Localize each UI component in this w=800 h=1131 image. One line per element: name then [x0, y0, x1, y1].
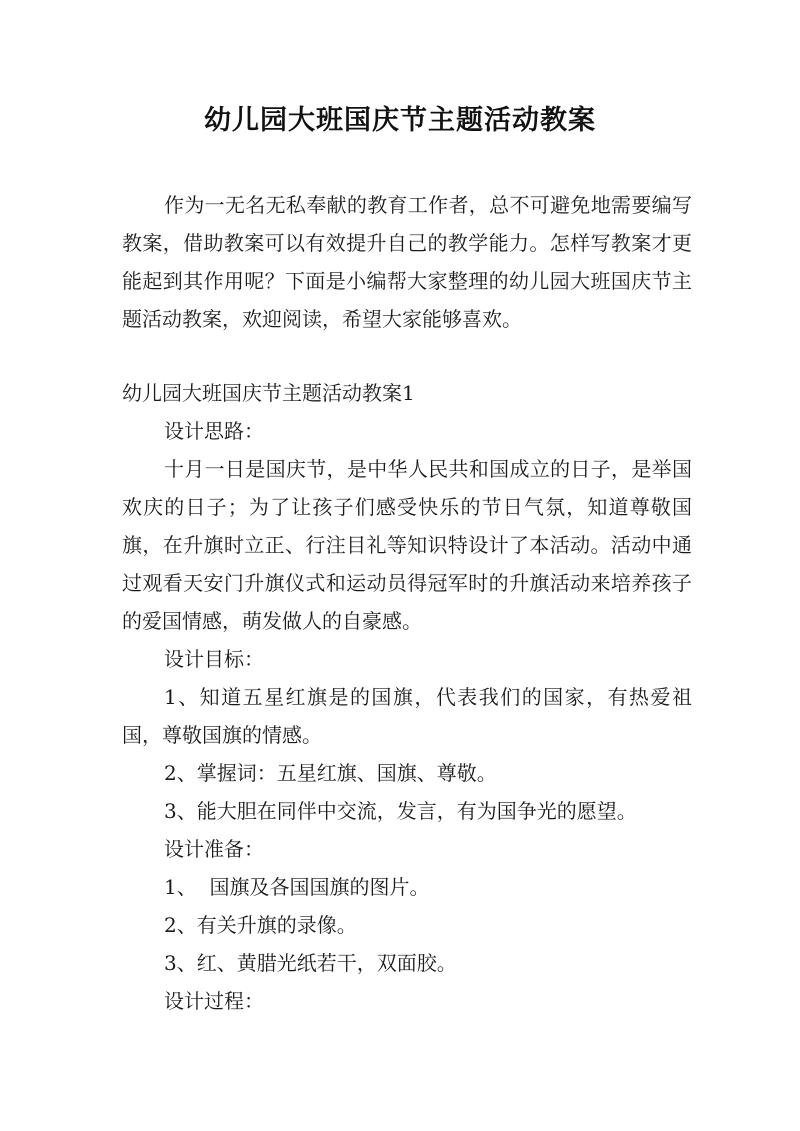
thinking-paragraph: 十月一日是国庆节，是中华人民共和国成立的日子，是举国欢庆的日子；为了让孩子们感受快乐的节日气氛，知道尊敬国旗，在升旗时立正、行注目礼等知识特设计了本活动。活动中通过观看天安门升旗仪式和运动员得冠军时的升旗活动来培养孩子的爱国情感，萌发做人的自豪感。 [122, 457, 692, 633]
prep-item-2: 2、有关升旗的录像。 [164, 913, 357, 937]
heading-design-prep: 设计准备： [164, 837, 264, 861]
heading-design-thinking: 设计思路： [164, 419, 264, 443]
heading-design-process: 设计过程： [164, 989, 264, 1013]
prep-item-3: 3、红、黄腊光纸若干，双面胶。 [164, 951, 457, 975]
heading-design-goals: 设计目标： [164, 647, 264, 671]
goal-item-2: 2、掌握词：五星红旗、国旗、尊敬。 [164, 761, 497, 785]
document-title: 幼儿园大班国庆节主题活动教案 [204, 105, 596, 136]
intro-paragraph: 作为一无名无私奉献的教育工作者，总不可避免地需要编写教案，借助教案可以有效提升自己的教学能力。怎样写教案才更能起到其作用呢？下面是小编帮大家整理的幼儿园大班国庆节主题活动教案，欢迎阅读，希望大家能够喜欢。 [122, 193, 692, 331]
prep-item-1: 1、 国旗及各国国旗的图片。 [164, 875, 430, 899]
goal-item-3: 3、能大胆在同伴中交流，发言，有为国争光的愿望。 [164, 799, 637, 823]
goal-item-1: 1、知道五星红旗是的国旗，代表我们的国家，有热爱祖国，尊敬国旗的情感。 [122, 685, 692, 747]
section-title: 幼儿园大班国庆节主题活动教案1 [122, 381, 415, 405]
